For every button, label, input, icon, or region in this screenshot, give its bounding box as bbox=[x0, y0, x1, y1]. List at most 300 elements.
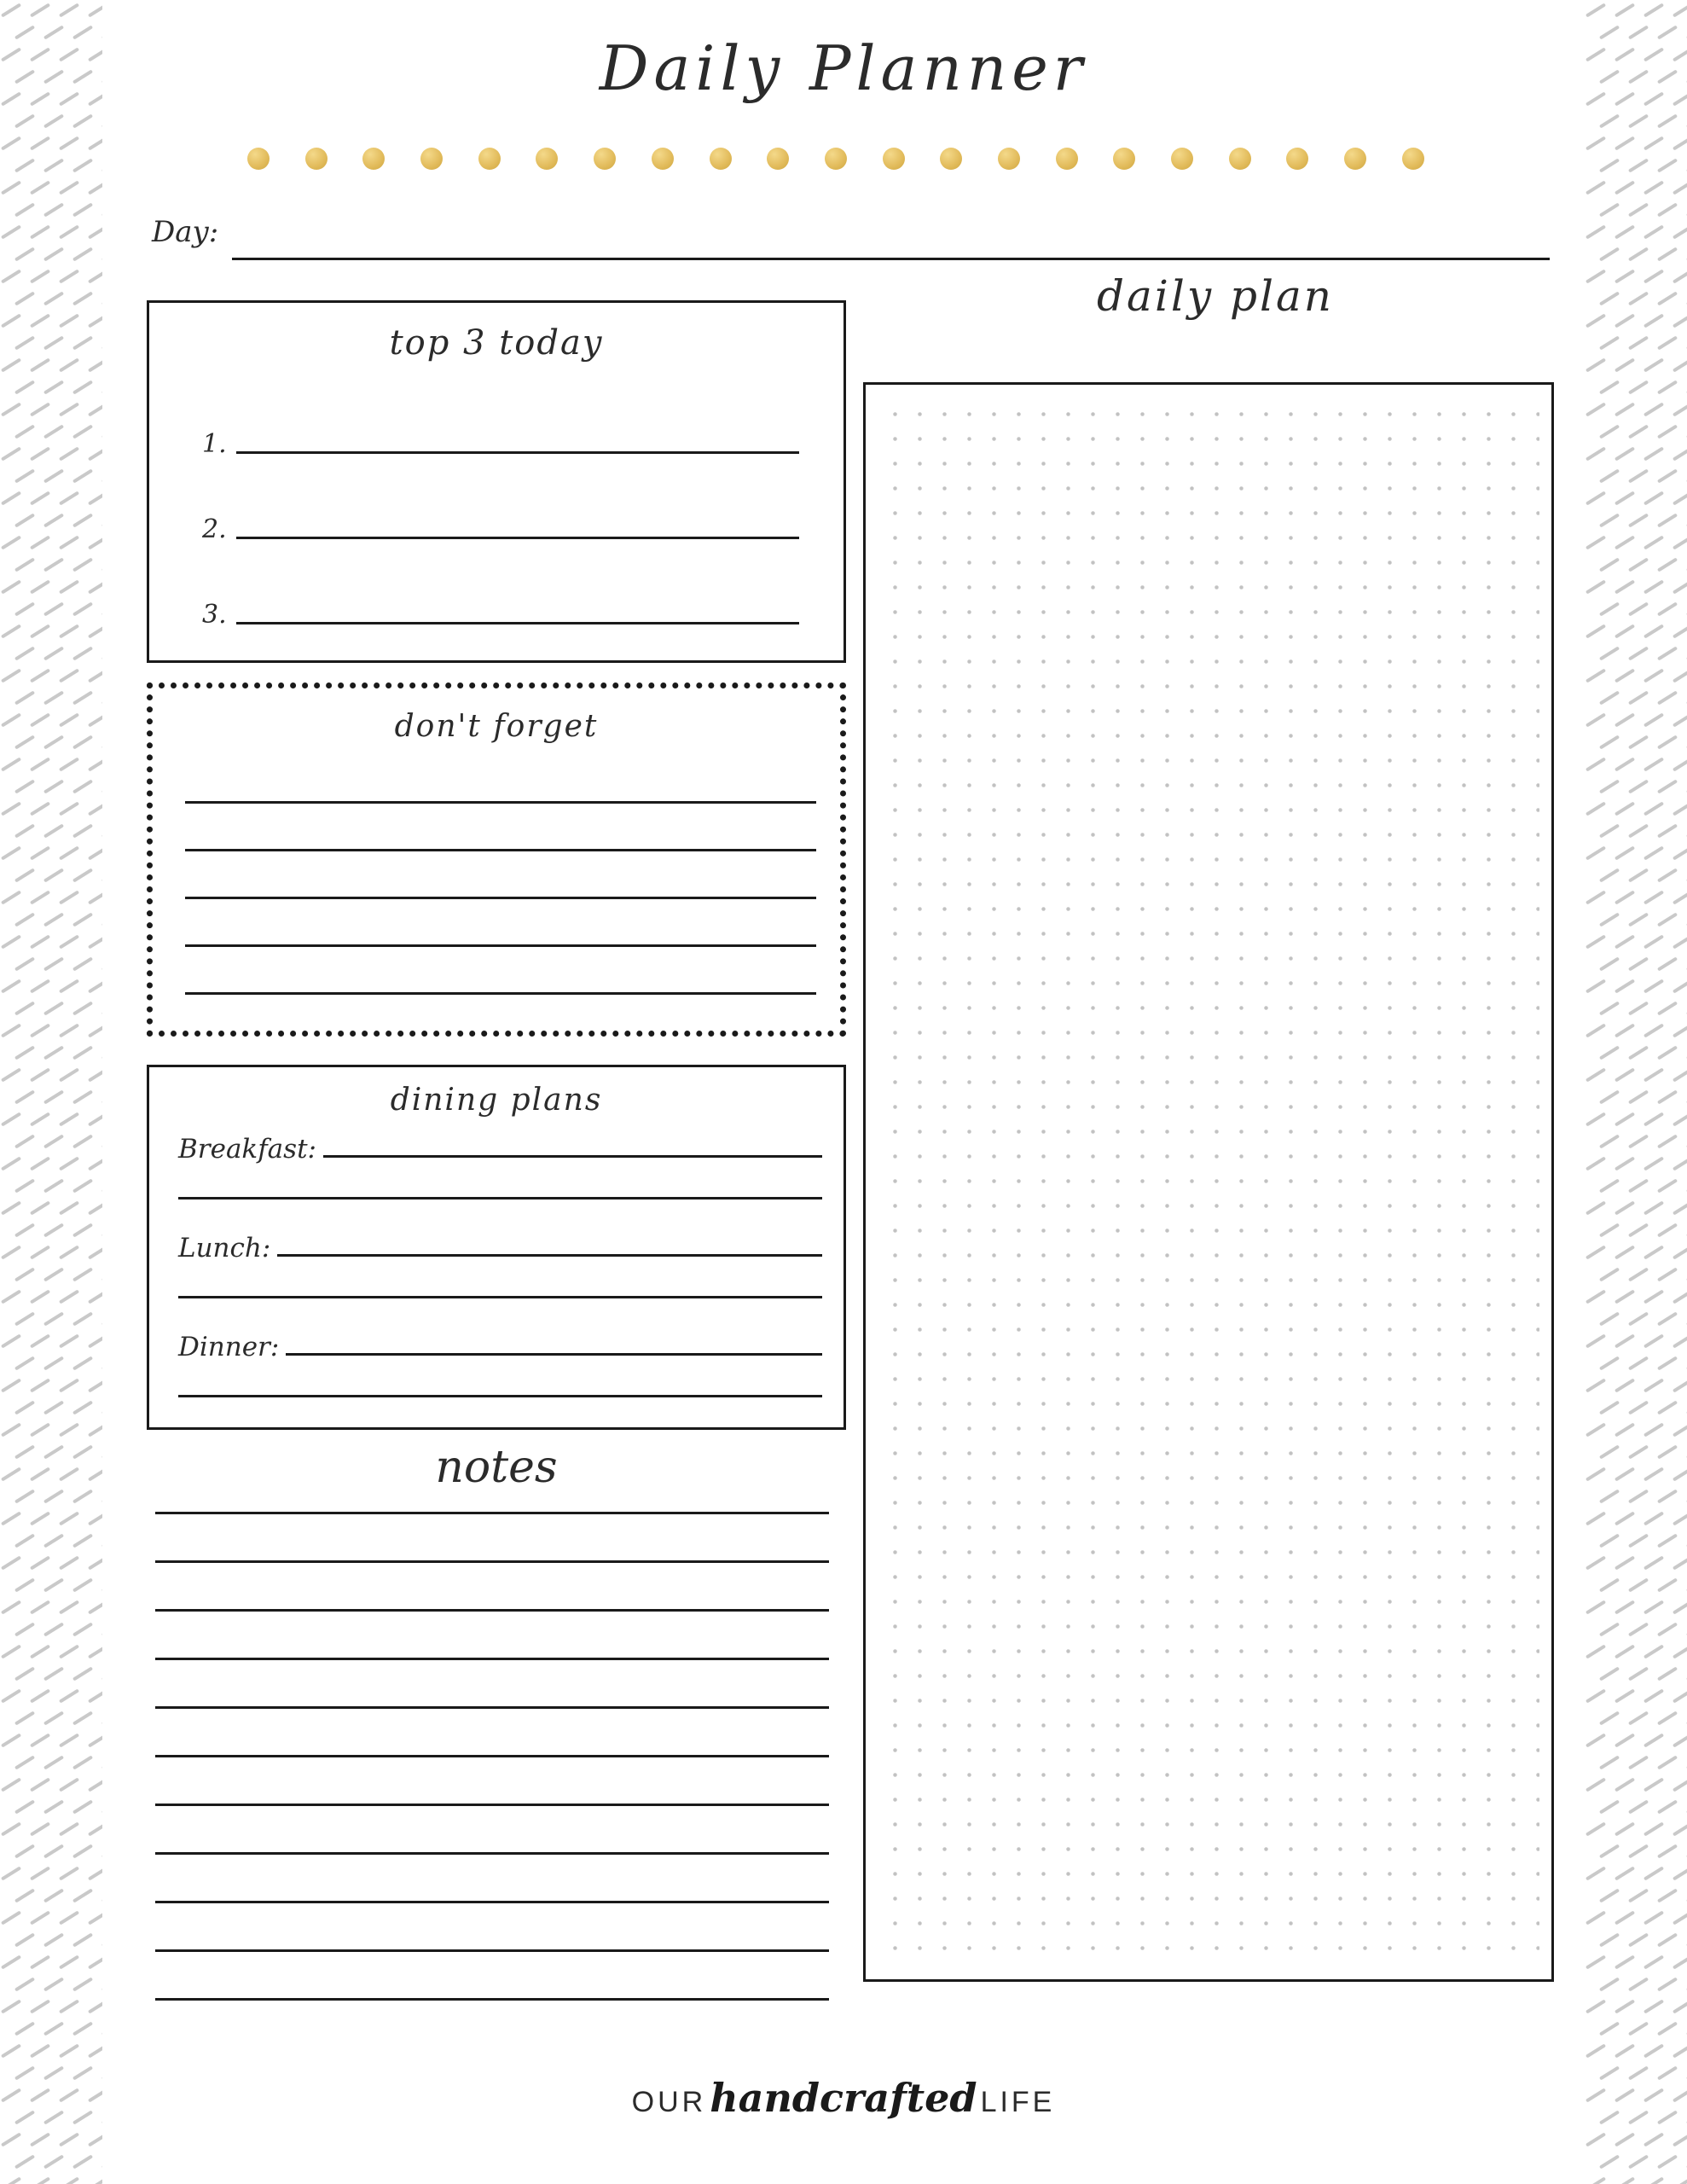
hatch-dash bbox=[72, 1267, 93, 1281]
hatch-row bbox=[1585, 1287, 1687, 1309]
hatch-dash bbox=[14, 1666, 35, 1681]
hatch-dash bbox=[1644, 1112, 1664, 1126]
hatch-row bbox=[1585, 665, 1687, 688]
hatch-dash bbox=[14, 557, 35, 572]
gold-dot bbox=[362, 148, 385, 170]
hatch-dash bbox=[1, 1378, 21, 1392]
hatch-dash bbox=[1599, 912, 1620, 926]
top-3-item-number: 2. bbox=[202, 514, 227, 544]
hatch-dash bbox=[88, 1245, 102, 1259]
hatch-dash bbox=[1, 1733, 21, 1747]
hatch-dash bbox=[43, 113, 64, 128]
hatch-dash bbox=[1644, 1200, 1664, 1215]
hatch-dash bbox=[1586, 845, 1606, 860]
meal-row-dinner[interactable] bbox=[178, 1332, 822, 1362]
hatch-dash bbox=[1673, 1821, 1687, 1836]
hatch-dash bbox=[88, 1999, 102, 2013]
hatch-dash bbox=[1599, 1622, 1620, 1636]
lunch-label: Lunch: bbox=[178, 1233, 271, 1263]
hatch-dash bbox=[1615, 180, 1635, 195]
hatch-dash bbox=[72, 646, 93, 660]
hatch-dash bbox=[1586, 1511, 1606, 1525]
hatch-dash bbox=[101, 1711, 102, 1725]
hatch-row bbox=[1585, 111, 1687, 133]
hatch-dash bbox=[1615, 801, 1635, 816]
hatch-dash bbox=[14, 247, 35, 261]
hatch-dash bbox=[30, 535, 50, 549]
hatch-dash bbox=[59, 1067, 79, 1082]
hatch-dash bbox=[43, 1223, 64, 1237]
hatch-row bbox=[0, 399, 102, 421]
hatch-dash bbox=[43, 513, 64, 527]
hatch-dash bbox=[101, 1932, 102, 1947]
hatch-dash bbox=[72, 247, 93, 261]
dont-forget-line[interactable] bbox=[185, 897, 816, 899]
hatch-row bbox=[1585, 1641, 1687, 1664]
hatch-dash bbox=[30, 1333, 50, 1348]
hatch-dash bbox=[14, 2154, 35, 2169]
hatch-row bbox=[1585, 776, 1687, 799]
hatch-dash bbox=[1657, 823, 1678, 838]
meal-row-breakfast[interactable] bbox=[178, 1134, 822, 1165]
hatch-dash bbox=[14, 1844, 35, 1858]
hatch-dash bbox=[1657, 1134, 1678, 1148]
hatch-row bbox=[1585, 1065, 1687, 1087]
hatch-row bbox=[1585, 1087, 1687, 1109]
hatch-dash bbox=[72, 779, 93, 793]
hatch-row bbox=[1585, 1553, 1687, 1575]
notes-line[interactable] bbox=[155, 1998, 829, 2001]
hatch-row bbox=[0, 200, 102, 222]
hatch-dash bbox=[1599, 113, 1620, 128]
hatch-dash bbox=[1644, 180, 1664, 195]
hatch-dash bbox=[1599, 1178, 1620, 1193]
hatch-row bbox=[0, 1974, 102, 1996]
hatch-row bbox=[1585, 1043, 1687, 1065]
hatch-dash bbox=[72, 1622, 93, 1636]
hatch-row bbox=[0, 1885, 102, 1908]
hatch-dash bbox=[1599, 868, 1620, 882]
hatch-dash bbox=[1586, 1777, 1606, 1792]
hatch-dash bbox=[1599, 1711, 1620, 1725]
hatch-row bbox=[0, 1087, 102, 1109]
hatch-row bbox=[0, 510, 102, 532]
hatch-dash bbox=[1657, 202, 1678, 217]
hatch-dash bbox=[101, 601, 102, 616]
hatch-dash bbox=[59, 1245, 79, 1259]
hatch-row bbox=[0, 1353, 102, 1375]
hatch-dash bbox=[101, 2154, 102, 2169]
hatch-dash bbox=[59, 357, 79, 372]
hatch-dash bbox=[1615, 1644, 1635, 1658]
hatch-dash bbox=[43, 1311, 64, 1326]
hatch-dash bbox=[1628, 1400, 1649, 1414]
hatch-dash bbox=[1586, 2043, 1606, 2058]
hatch-dash bbox=[1644, 269, 1664, 283]
dont-forget-line[interactable] bbox=[185, 944, 816, 947]
top-3-item-input[interactable] bbox=[236, 622, 799, 624]
hatch-dash bbox=[1657, 1444, 1678, 1459]
hatch-dash bbox=[1615, 934, 1635, 949]
notes-line[interactable] bbox=[155, 1804, 829, 1806]
hatch-row bbox=[0, 2129, 102, 2152]
dont-forget-line[interactable] bbox=[185, 992, 816, 995]
hatch-dash bbox=[1586, 1955, 1606, 1969]
notes-line[interactable] bbox=[155, 1852, 829, 1855]
hatch-row bbox=[0, 155, 102, 177]
hatch-dash bbox=[1657, 868, 1678, 882]
hatch-dash bbox=[1586, 446, 1606, 461]
hatch-dash bbox=[1599, 1223, 1620, 1237]
hatch-dash bbox=[30, 934, 50, 949]
hatch-dash bbox=[72, 1977, 93, 1991]
hatch-dash bbox=[72, 468, 93, 483]
hatch-dash bbox=[1657, 424, 1678, 439]
hatch-dash bbox=[43, 1577, 64, 1592]
hatch-dash bbox=[14, 1311, 35, 1326]
hatch-dash bbox=[1, 491, 21, 505]
hatch-dash bbox=[30, 1023, 50, 1037]
hatch-dash bbox=[14, 158, 35, 172]
notes-line[interactable] bbox=[155, 1609, 829, 1612]
hatch-dash bbox=[1644, 1644, 1664, 1658]
hatch-dash bbox=[1599, 1267, 1620, 1281]
notes-line[interactable] bbox=[155, 1658, 829, 1660]
hatch-dash bbox=[1599, 1799, 1620, 1814]
hatch-row bbox=[1585, 555, 1687, 577]
hatch-dash bbox=[1628, 1977, 1649, 1991]
hatch-row bbox=[1585, 1176, 1687, 1198]
hatch-row bbox=[0, 1176, 102, 1198]
hatch-dash bbox=[72, 2154, 93, 2169]
hatch-dash bbox=[1673, 668, 1687, 682]
daily-plan-box[interactable] bbox=[863, 382, 1554, 1982]
brand-footer bbox=[0, 2075, 1687, 2121]
hatch-dash bbox=[72, 1888, 93, 1902]
hatch-dash bbox=[1673, 712, 1687, 727]
hatch-dash bbox=[14, 1622, 35, 1636]
hatch-dash bbox=[1, 224, 21, 239]
notes-line[interactable] bbox=[155, 1949, 829, 1952]
hatch-dash bbox=[30, 1067, 50, 1082]
hatch-dash bbox=[1599, 1444, 1620, 1459]
hatch-row bbox=[0, 2174, 102, 2184]
hatch-dash bbox=[101, 247, 102, 261]
hatch-dash bbox=[43, 1977, 64, 1991]
hatch-row bbox=[1585, 1664, 1687, 1686]
notes-heading: notes bbox=[435, 1442, 558, 1493]
hatch-dash bbox=[72, 1533, 93, 1548]
dont-forget-line[interactable] bbox=[185, 801, 816, 804]
hatch-dash bbox=[1657, 1533, 1678, 1548]
hatch-dash bbox=[1586, 1245, 1606, 1259]
hatch-dash bbox=[1644, 668, 1664, 682]
top-3-item-input[interactable] bbox=[236, 537, 799, 539]
hatch-row bbox=[0, 1730, 102, 1752]
hatch-dash bbox=[1, 313, 21, 328]
hatch-dash bbox=[1628, 424, 1649, 439]
hatch-dash bbox=[59, 1378, 79, 1392]
hatch-dash bbox=[14, 468, 35, 483]
hatch-dash bbox=[14, 1888, 35, 1902]
hatch-dash bbox=[1657, 601, 1678, 616]
hatch-dash bbox=[88, 1156, 102, 1170]
hatch-dash bbox=[1615, 979, 1635, 993]
hatch-dash bbox=[1644, 1955, 1664, 1969]
top-3-item-row[interactable] bbox=[202, 514, 799, 544]
hatch-dash bbox=[1586, 668, 1606, 682]
top-3-item-input[interactable] bbox=[236, 451, 799, 454]
hatch-dash bbox=[1599, 468, 1620, 483]
hatch-dash bbox=[1673, 1200, 1687, 1215]
hatch-dash bbox=[1657, 291, 1678, 305]
hatch-dash bbox=[101, 1444, 102, 1459]
hatch-dash bbox=[1644, 1821, 1664, 1836]
hatch-row bbox=[0, 244, 102, 266]
hatch-dash bbox=[1599, 380, 1620, 394]
hatch-dash bbox=[72, 1178, 93, 1193]
hatch-row bbox=[1585, 1131, 1687, 1153]
hatch-dash bbox=[43, 1711, 64, 1725]
hatch-dash bbox=[59, 1422, 79, 1437]
hatch-dash bbox=[1657, 247, 1678, 261]
hatch-dash bbox=[30, 269, 50, 283]
hatch-dash bbox=[1644, 136, 1664, 150]
hatch-dash bbox=[1628, 2021, 1649, 2036]
hatch-dash bbox=[14, 1178, 35, 1193]
hatch-dash bbox=[59, 1600, 79, 1614]
hatch-dash bbox=[88, 491, 102, 505]
hatch-dash bbox=[1657, 1844, 1678, 1858]
gold-dot bbox=[1286, 148, 1308, 170]
hatch-row bbox=[0, 1575, 102, 1597]
hatch-dash bbox=[101, 335, 102, 350]
hatch-dash bbox=[1615, 624, 1635, 638]
hatch-row bbox=[1585, 421, 1687, 444]
hatch-dash bbox=[88, 934, 102, 949]
hatch-dash bbox=[1, 1688, 21, 1703]
hatch-dash bbox=[1673, 1023, 1687, 1037]
hatch-dash bbox=[1586, 1910, 1606, 1925]
hatch-dash bbox=[72, 1045, 93, 1060]
notes-line[interactable] bbox=[155, 1706, 829, 1709]
hatch-dash bbox=[101, 1267, 102, 1281]
hatch-dash bbox=[43, 1400, 64, 1414]
hatch-dash bbox=[30, 2043, 50, 2058]
hatch-dash bbox=[43, 1089, 64, 1104]
hatch-dash bbox=[1644, 1600, 1664, 1614]
hatch-row bbox=[1585, 288, 1687, 311]
hatch-dash bbox=[1644, 446, 1664, 461]
hatch-dash bbox=[43, 1356, 64, 1370]
breakfast-extra-line[interactable] bbox=[178, 1197, 822, 1199]
hatch-dash bbox=[1, 1955, 21, 1969]
hatch-dash bbox=[88, 1955, 102, 1969]
footer-part-2: handcrafted bbox=[710, 2075, 977, 2121]
hatch-row bbox=[0, 1153, 102, 1176]
hatch-row bbox=[0, 577, 102, 599]
hatch-row bbox=[1585, 643, 1687, 665]
hatch-row bbox=[0, 776, 102, 799]
hatch-dash bbox=[14, 291, 35, 305]
top-3-today-heading: top 3 today bbox=[389, 323, 604, 363]
hatch-row bbox=[1585, 577, 1687, 599]
hatch-dash bbox=[1615, 1467, 1635, 1481]
lunch-input[interactable] bbox=[277, 1254, 822, 1257]
hatch-row bbox=[1585, 710, 1687, 732]
left-hatch-pattern bbox=[0, 0, 102, 2184]
hatch-dash bbox=[59, 579, 79, 594]
hatch-dash bbox=[59, 402, 79, 416]
hatch-dash bbox=[1644, 1023, 1664, 1037]
hatch-dash bbox=[1657, 1888, 1678, 1902]
notes-line[interactable] bbox=[155, 1755, 829, 1757]
hatch-dash bbox=[101, 956, 102, 971]
hatch-dash bbox=[88, 1067, 102, 1082]
hatch-dash bbox=[101, 1045, 102, 1060]
hatch-dash bbox=[1599, 1311, 1620, 1326]
hatch-dash bbox=[101, 1134, 102, 1148]
gold-dot bbox=[305, 148, 328, 170]
hatch-dash bbox=[1628, 1311, 1649, 1326]
hatch-dash bbox=[30, 1733, 50, 1747]
hatch-dash bbox=[1586, 1200, 1606, 1215]
notes-line[interactable] bbox=[155, 1901, 829, 1903]
notes-line[interactable] bbox=[155, 1560, 829, 1563]
hatch-dash bbox=[14, 113, 35, 128]
hatch-dash bbox=[88, 624, 102, 638]
hatch-dash bbox=[1, 1245, 21, 1259]
notes-line[interactable] bbox=[155, 1512, 829, 1514]
hatch-dash bbox=[1586, 1378, 1606, 1392]
dont-forget-box bbox=[147, 682, 846, 1037]
top-3-item-row[interactable] bbox=[202, 600, 799, 630]
hatch-dash bbox=[1615, 136, 1635, 150]
hatch-dash bbox=[1615, 446, 1635, 461]
top-3-item-row[interactable] bbox=[202, 429, 799, 459]
hatch-row bbox=[0, 821, 102, 843]
hatch-dash bbox=[59, 1821, 79, 1836]
hatch-row bbox=[1585, 2174, 1687, 2184]
hatch-row bbox=[1585, 399, 1687, 421]
hatch-dash bbox=[30, 2176, 50, 2184]
hatch-dash bbox=[1586, 2132, 1606, 2146]
hatch-dash bbox=[1644, 491, 1664, 505]
hatch-row bbox=[1585, 1885, 1687, 1908]
hatch-row bbox=[1585, 954, 1687, 976]
hatch-dash bbox=[1644, 579, 1664, 594]
hatch-row bbox=[0, 555, 102, 577]
hatch-row bbox=[1585, 1486, 1687, 1508]
hatch-row bbox=[1585, 155, 1687, 177]
hatch-dash bbox=[1644, 934, 1664, 949]
hatch-dash bbox=[1628, 735, 1649, 749]
hatch-row bbox=[1585, 444, 1687, 466]
hatch-dash bbox=[1657, 1178, 1678, 1193]
hatch-dash bbox=[14, 513, 35, 527]
hatch-dash bbox=[30, 180, 50, 195]
hatch-dash bbox=[1615, 1378, 1635, 1392]
hatch-dash bbox=[1615, 1821, 1635, 1836]
day-field-label: Day: bbox=[152, 215, 219, 249]
hatch-dash bbox=[1673, 1644, 1687, 1658]
hatch-dash bbox=[1599, 1932, 1620, 1947]
hatch-dash bbox=[43, 868, 64, 882]
hatch-dash bbox=[72, 601, 93, 616]
hatch-dash bbox=[1657, 557, 1678, 572]
hatch-dash bbox=[1599, 158, 1620, 172]
hatch-dash bbox=[88, 1333, 102, 1348]
hatch-dash bbox=[1657, 1311, 1678, 1326]
hatch-dash bbox=[1615, 579, 1635, 594]
gold-dot bbox=[825, 148, 847, 170]
dot-grid-area[interactable] bbox=[878, 397, 1539, 1967]
hatch-dash bbox=[43, 2021, 64, 2036]
hatch-dash bbox=[43, 380, 64, 394]
hatch-dash bbox=[30, 579, 50, 594]
hatch-row bbox=[0, 1841, 102, 1863]
hatch-dash bbox=[1599, 1400, 1620, 1414]
dinner-input[interactable] bbox=[286, 1353, 822, 1356]
hatch-dash bbox=[101, 424, 102, 439]
hatch-dash bbox=[1657, 912, 1678, 926]
hatch-dash bbox=[101, 1622, 102, 1636]
hatch-dash bbox=[1673, 979, 1687, 993]
hatch-dash bbox=[1644, 890, 1664, 904]
hatch-dash bbox=[1644, 1333, 1664, 1348]
hatch-dash bbox=[1615, 2176, 1635, 2184]
dont-forget-line[interactable] bbox=[185, 849, 816, 851]
hatch-row bbox=[0, 2041, 102, 2063]
hatch-dash bbox=[1, 1555, 21, 1570]
hatch-dash bbox=[1615, 1866, 1635, 1880]
hatch-dash bbox=[1599, 1844, 1620, 1858]
hatch-row bbox=[0, 1597, 102, 1619]
meal-row-lunch[interactable] bbox=[178, 1233, 822, 1263]
day-input[interactable] bbox=[232, 258, 1550, 260]
hatch-row bbox=[0, 732, 102, 754]
hatch-dash bbox=[1644, 1733, 1664, 1747]
hatch-dash bbox=[88, 1600, 102, 1614]
hatch-row bbox=[0, 909, 102, 932]
hatch-dash bbox=[30, 1112, 50, 1126]
hatch-dash bbox=[30, 712, 50, 727]
gold-dot bbox=[940, 148, 962, 170]
hatch-dash bbox=[1586, 535, 1606, 549]
hatch-dash bbox=[43, 690, 64, 705]
hatch-dash bbox=[59, 1688, 79, 1703]
hatch-dash bbox=[1673, 1067, 1687, 1082]
hatch-dash bbox=[1586, 1733, 1606, 1747]
hatch-dash bbox=[1586, 1600, 1606, 1614]
lunch-extra-line[interactable] bbox=[178, 1296, 822, 1298]
hatch-dash bbox=[1673, 845, 1687, 860]
dining-plans-heading: dining plans bbox=[390, 1083, 603, 1118]
daily-plan-heading: daily plan bbox=[1097, 271, 1334, 321]
breakfast-input[interactable] bbox=[323, 1155, 822, 1158]
hatch-dash bbox=[1657, 2154, 1678, 2169]
hatch-dash bbox=[1615, 402, 1635, 416]
hatch-dash bbox=[30, 1910, 50, 1925]
hatch-dash bbox=[59, 1733, 79, 1747]
hatch-dash bbox=[88, 890, 102, 904]
hatch-row bbox=[0, 887, 102, 909]
hatch-dash bbox=[1586, 1821, 1606, 1836]
hatch-dash bbox=[1615, 313, 1635, 328]
hatch-dash bbox=[30, 2132, 50, 2146]
hatch-dash bbox=[1673, 1777, 1687, 1792]
dinner-extra-line[interactable] bbox=[178, 1395, 822, 1397]
